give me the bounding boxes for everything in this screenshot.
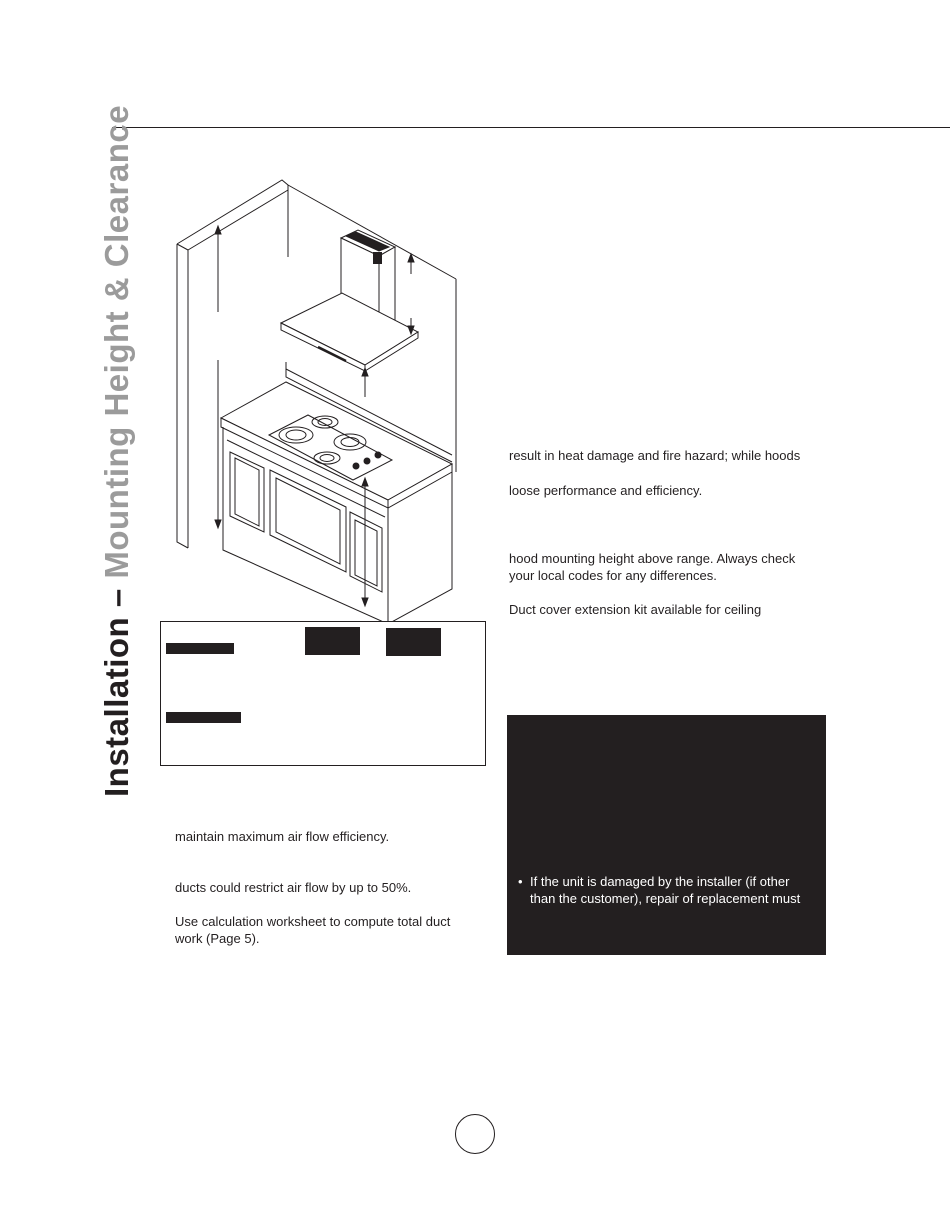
hood-canopy — [281, 293, 418, 371]
text-mounting-height: hood mounting height above range. Always check — [509, 551, 796, 566]
text-calculation-worksheet: Use calculation worksheet to compute total duct — [175, 914, 451, 929]
text-duct-cover-kit: Duct cover extension kit available for ceiling — [509, 602, 762, 617]
redacted-column-header — [305, 627, 360, 655]
redacted-column-header — [386, 628, 441, 656]
mounting-spec-table — [160, 621, 486, 766]
section-title-sub: Mounting Height & Clearance — [98, 104, 135, 579]
bullet-icon: • — [518, 874, 523, 889]
text-local-codes: your local codes for any differences. — [509, 568, 717, 583]
section-title-main: Installation – — [98, 578, 135, 797]
text-restrict-air-flow: ducts could restrict air flow by up to 50%. — [175, 880, 412, 895]
note-bullet-item — [518, 873, 823, 907]
section-title — [100, 105, 133, 797]
page-number-circle — [455, 1114, 495, 1154]
redacted-label — [166, 643, 234, 654]
warning-note-box — [507, 715, 826, 955]
text-worksheet-page: work (Page 5). — [175, 931, 260, 946]
text-heat-damage: result in heat damage and fire hazard; while hoods — [509, 448, 801, 463]
header-rule — [112, 127, 950, 128]
note-bullet-line: than the customer), repair of replacement must — [530, 891, 801, 906]
range-hood-diagram — [160, 172, 465, 622]
text-performance: loose performance and efficiency. — [509, 483, 703, 498]
redacted-label — [166, 712, 241, 723]
note-bullet-line: If the unit is damaged by the installer (if other — [530, 874, 790, 889]
text-air-flow-efficiency: maintain maximum air flow efficiency. — [175, 829, 390, 844]
